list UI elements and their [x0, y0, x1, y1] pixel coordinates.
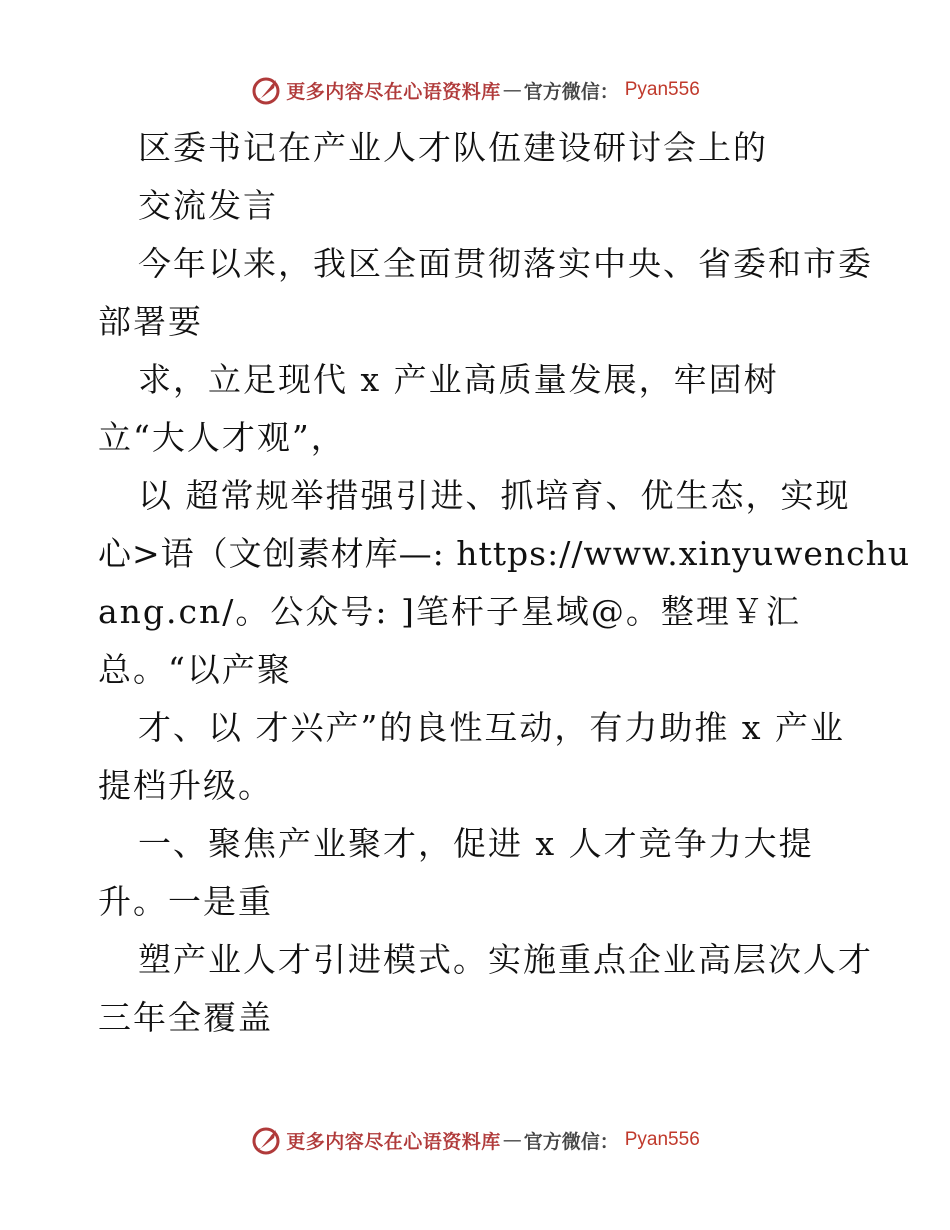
text-line: 提档升级。 — [98, 766, 273, 805]
banner-wechat-id: Pyan556 — [624, 79, 700, 100]
header-banner — [0, 70, 950, 110]
text-line: 塑产业人才引进模式。实施重点企业高层次人才 — [138, 940, 873, 979]
text-line: 三年全覆盖 — [98, 998, 273, 1037]
banner-slogan: 更多内容尽在心语资料库 — [286, 1130, 501, 1153]
footer-banner — [0, 1120, 950, 1160]
banner-wechat-label: 官方微信： — [523, 80, 619, 103]
banner-dash: — — [502, 79, 522, 101]
text-line: 升。一是重 — [98, 882, 273, 921]
text-line: 部署要 — [98, 302, 203, 341]
banner-dash: — — [502, 1129, 522, 1151]
quill-logo-icon — [250, 74, 282, 106]
quill-logo-icon — [250, 1124, 282, 1156]
text-line: ang.cn/。公众号: ]笔杆子星域@。整理￥汇 — [98, 592, 801, 631]
text-line: 立“大人才观”， — [98, 418, 346, 457]
text-line: 区委书记在产业人才队伍建设研讨会上的 — [138, 128, 768, 167]
text-line: 交流发言 — [138, 186, 278, 225]
text-line: 求，立足现代 x 产业高质量发展，牢固树 — [138, 360, 779, 399]
text-line: 心>语（文创素材库—: https://www.xinyuwenchu — [98, 534, 911, 573]
text-line: 今年以来，我区全面贯彻落实中央、省委和市委 — [138, 244, 873, 283]
banner-slogan: 更多内容尽在心语资料库 — [286, 80, 501, 103]
text-line: 一、聚焦产业聚才，促进 x 人才竞争力大提 — [138, 824, 814, 863]
text-line: 以 超常规举措强引进、抓培育、优生态，实现 — [138, 476, 851, 515]
text-line: 总。“以产聚 — [98, 650, 292, 689]
banner-wechat-id: Pyan556 — [624, 1129, 700, 1150]
text-line: 才、以 才兴产”的良性互动，有力助推 x 产业 — [138, 708, 845, 747]
banner-wechat-label: 官方微信： — [523, 1130, 619, 1153]
